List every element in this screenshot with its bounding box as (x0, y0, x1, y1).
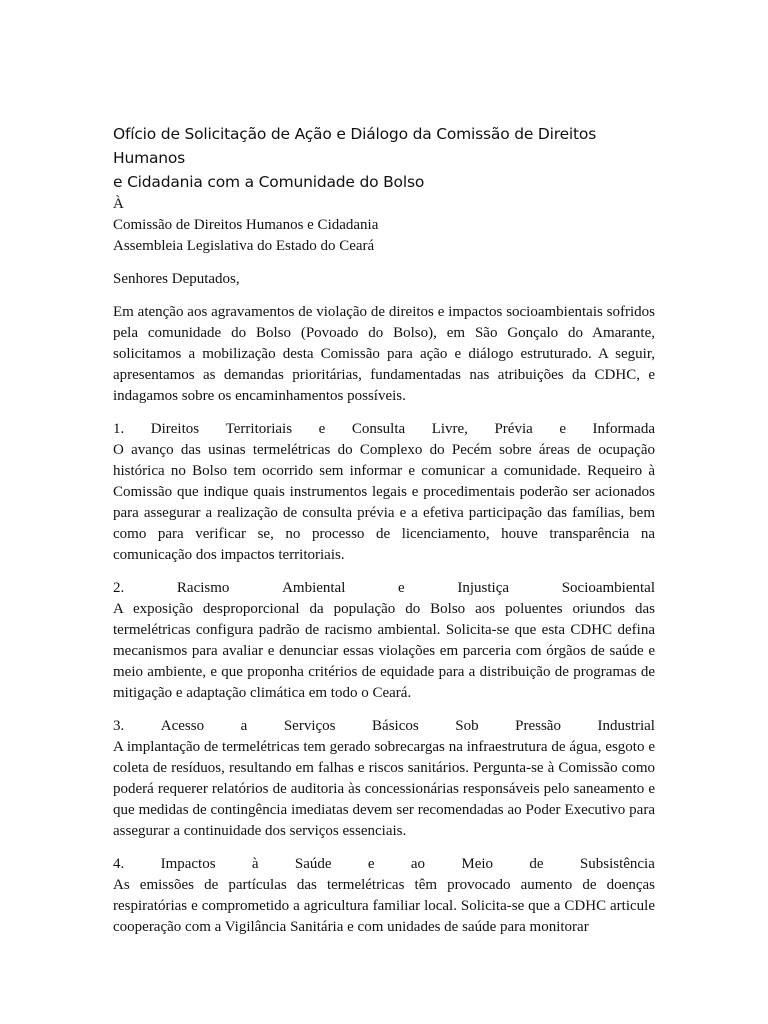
recipient-prefix: À (113, 196, 124, 212)
title-line-1: Ofício de Solicitação de Ação e Diálogo da Comissão de Direitos Humanos (113, 125, 597, 167)
section-2 (113, 578, 655, 704)
section-3 (113, 716, 655, 842)
section-4 (113, 854, 655, 938)
section-heading: 2. Racismo Ambiental e Injustiça Socioambiental (113, 580, 655, 596)
section-text: A exposição desproporcional da população do Bolso aos poluentes oriundos das termelétricas configura padrão de racismo ambiental. Solicita-se que esta CDHC defina mecanismos para avaliar e denunciar essas violações em parceria com órgãos de saúde e meio ambiente, e que proponha critérios de equidade para a distribuição de programas de mitigação e adaptação climática em todo o Ceará. (113, 601, 655, 701)
section-text: A implantação de termelétricas tem gerado sobrecargas na infraestrutura de água, esgoto e coleta de resíduos, resultando em falhas e riscos sanitários. Pergunta-se à Comissão como poderá requerer relatórios de auditoria às concessionárias responsáveis pelo saneamento e que medidas de contingência imediatas devem ser recomendadas ao Poder Executivo para assegurar a continuidade dos serviços essenciais. (113, 739, 655, 839)
document-title (113, 122, 655, 194)
recipient-block (113, 194, 655, 257)
section-heading: 4. Impactos à Saúde e ao Meio de Subsistência (113, 856, 655, 872)
recipient-line-1: Comissão de Direitos Humanos e Cidadania (113, 217, 379, 233)
title-line-2: e Cidadania com a Comunidade do Bolso (113, 173, 425, 191)
recipient-line-2: Assembleia Legislativa do Estado do Ceará (113, 238, 375, 254)
section-1 (113, 419, 655, 566)
section-heading: 3. Acesso a Serviços Básicos Sob Pressão Industrial (113, 718, 655, 734)
section-heading: 1. Direitos Territoriais e Consulta Livre, Prévia e Informada (113, 421, 655, 437)
intro-paragraph: Em atenção aos agravamentos de violação de direitos e impactos socioambientais sofridos pela comunidade do Bolso (Povoado do Bolso), em São Gonçalo do Amarante, solicitamos a mobilização desta Comissão para ação e diálogo estruturado. A seguir, apresentamos as demandas prioritárias, fundamentadas nas atribuições da CDHC, e indagamos sobre os encaminhamentos possíveis. (113, 304, 655, 404)
section-text: As emissões de partículas das termelétricas têm provocado aumento de doenças respiratórias e comprometido a agricultura familiar local. Solicita-se que a CDHC articule cooperação com a Vigilância Sanitária e com unidades de saúde para monitorar (113, 877, 655, 935)
document-body (113, 194, 655, 938)
salutation: Senhores Deputados, (113, 271, 240, 287)
section-text: O avanço das usinas termelétricas do Complexo do Pecém sobre áreas de ocupação histórica no Bolso tem ocorrido sem informar e comunicar a comunidade. Requeiro à Comissão que indique quais instrumentos legais e procedimentais poderão ser acionados para assegurar a realização de consulta prévia e a efetiva participação das famílias, bem como para verificar se, no processo de licenciamento, houve transparência na comunicação dos impactos territoriais. (113, 442, 655, 563)
